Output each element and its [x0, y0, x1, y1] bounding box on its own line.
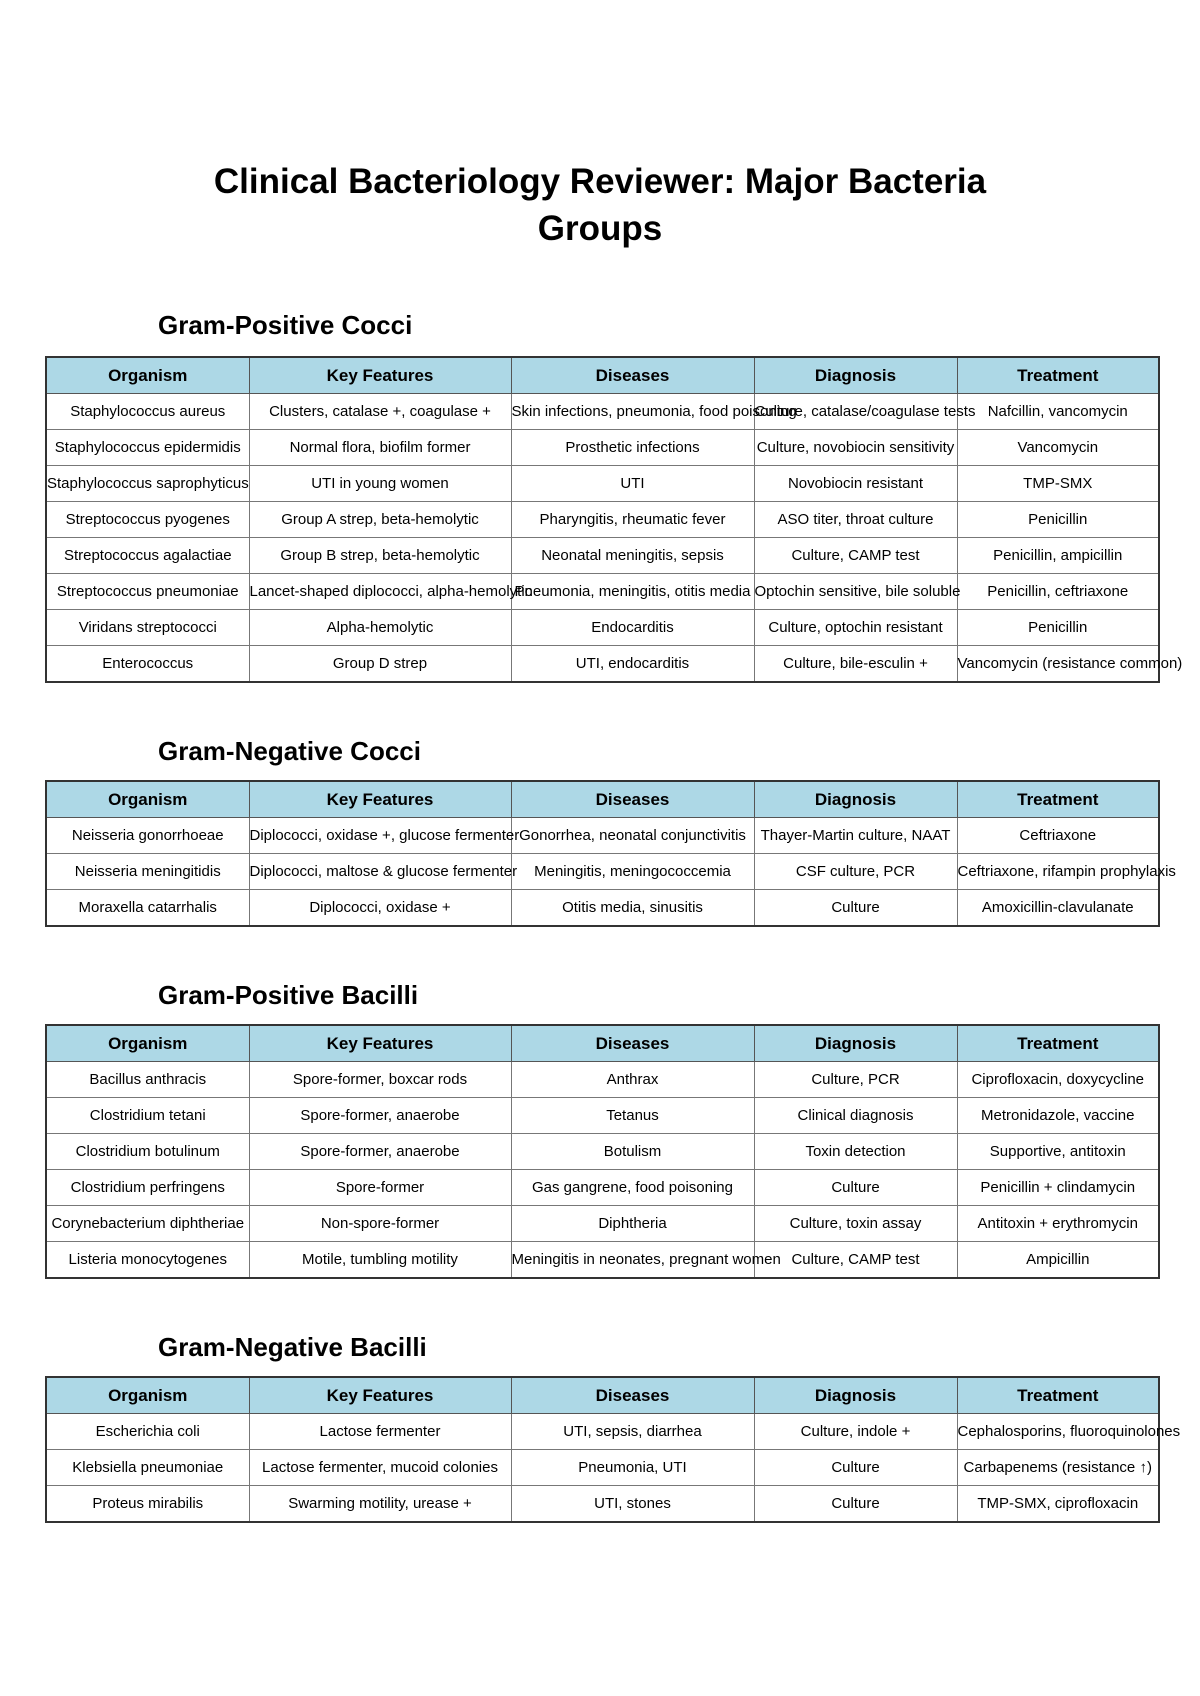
cell-key-features: Lactose fermenter, mucoid colonies [249, 1450, 511, 1486]
cell-diagnosis: Culture [754, 1486, 957, 1523]
cell-treatment: Ciprofloxacin, doxycycline [957, 1062, 1159, 1098]
cell-organism: Corynebacterium diphtheriae [46, 1206, 249, 1242]
column-header-organism: Organism [46, 1025, 249, 1062]
cell-diseases: Tetanus [511, 1098, 754, 1134]
cell-key-features: Group B strep, beta-hemolytic [249, 538, 511, 574]
cell-key-features: Spore-former, anaerobe [249, 1098, 511, 1134]
cell-treatment: Ampicillin [957, 1242, 1159, 1279]
cell-key-features: Group A strep, beta-hemolytic [249, 502, 511, 538]
cell-diseases: UTI, endocarditis [511, 646, 754, 683]
cell-diagnosis: Culture, optochin resistant [754, 610, 957, 646]
cell-key-features: Spore-former, anaerobe [249, 1134, 511, 1170]
cell-diagnosis: ASO titer, throat culture [754, 502, 957, 538]
cell-key-features: UTI in young women [249, 466, 511, 502]
cell-diagnosis: Culture, CAMP test [754, 538, 957, 574]
cell-diagnosis: Optochin sensitive, bile soluble [754, 574, 957, 610]
table-row [46, 854, 1159, 890]
cell-diseases: Pharyngitis, rheumatic fever [511, 502, 754, 538]
cell-organism: Listeria monocytogenes [46, 1242, 249, 1279]
column-header-key-features: Key Features [249, 781, 511, 818]
column-header-key-features: Key Features [249, 1377, 511, 1414]
cell-organism: Proteus mirabilis [46, 1486, 249, 1523]
cell-diagnosis: Culture, bile-esculin + [754, 646, 957, 683]
cell-treatment: Vancomycin (resistance common) [957, 646, 1159, 683]
table-row [46, 574, 1159, 610]
cell-key-features: Spore-former [249, 1170, 511, 1206]
table-header-row [46, 357, 1159, 394]
cell-key-features: Motile, tumbling motility [249, 1242, 511, 1279]
cell-diagnosis: Thayer-Martin culture, NAAT [754, 818, 957, 854]
cell-diagnosis: Culture, toxin assay [754, 1206, 957, 1242]
table-row [46, 1206, 1159, 1242]
cell-treatment: Penicillin, ampicillin [957, 538, 1159, 574]
page-title: Clinical Bacteriology Reviewer: Major Bacteria Groups [213, 162, 987, 248]
cell-diseases: Pneumonia, meningitis, otitis media [511, 574, 754, 610]
table-row [46, 818, 1159, 854]
cell-treatment: Ceftriaxone, rifampin prophylaxis [957, 854, 1159, 890]
table-gram-negative-bacilli [45, 1376, 1181, 1523]
cell-diagnosis: Culture, novobiocin sensitivity [754, 430, 957, 466]
table-gram-negative-cocci [45, 780, 1176, 927]
cell-key-features: Group D strep [249, 646, 511, 683]
table-row [46, 1414, 1159, 1450]
cell-diseases: Gas gangrene, food poisoning [511, 1170, 754, 1206]
table-row [46, 538, 1159, 574]
cell-key-features: Clusters, catalase +, coagulase + [249, 394, 511, 430]
cell-organism: Neisseria meningitidis [46, 854, 249, 890]
cell-key-features: Diplococci, oxidase +, glucose fermenter [249, 818, 511, 854]
cell-treatment: Ceftriaxone [957, 818, 1159, 854]
column-header-diagnosis: Diagnosis [754, 1025, 957, 1062]
cell-organism: Staphylococcus aureus [46, 394, 249, 430]
cell-organism: Streptococcus pneumoniae [46, 574, 249, 610]
cell-organism: Moraxella catarrhalis [46, 890, 249, 927]
cell-treatment: Penicillin [957, 610, 1159, 646]
cell-diagnosis: Clinical diagnosis [754, 1098, 957, 1134]
column-header-organism: Organism [46, 357, 249, 394]
cell-diseases: Endocarditis [511, 610, 754, 646]
column-header-key-features: Key Features [249, 357, 511, 394]
table-header-row [46, 1377, 1159, 1414]
cell-organism: Clostridium botulinum [46, 1134, 249, 1170]
table-row [46, 890, 1159, 927]
cell-treatment: Penicillin [957, 502, 1159, 538]
cell-diseases: UTI, sepsis, diarrhea [511, 1414, 754, 1450]
table-row [46, 610, 1159, 646]
cell-treatment: Penicillin + clindamycin [957, 1170, 1159, 1206]
cell-diseases: Meningitis in neonates, pregnant women [511, 1242, 754, 1279]
cell-diseases: Pneumonia, UTI [511, 1450, 754, 1486]
cell-diagnosis: Culture [754, 1170, 957, 1206]
cell-treatment: Nafcillin, vancomycin [957, 394, 1159, 430]
column-header-diseases: Diseases [511, 1377, 754, 1414]
cell-diagnosis: Novobiocin resistant [754, 466, 957, 502]
cell-diseases: Gonorrhea, neonatal conjunctivitis [511, 818, 754, 854]
section-heading-gram-positive-cocci: Gram-Positive Cocci [158, 310, 413, 340]
table-header-row [46, 781, 1159, 818]
section-heading-gram-negative-bacilli: Gram-Negative Bacilli [158, 1332, 427, 1362]
table-gram-positive-cocci [45, 356, 1183, 683]
cell-organism: Bacillus anthracis [46, 1062, 249, 1098]
column-header-diseases: Diseases [511, 1025, 754, 1062]
cell-treatment: TMP-SMX, ciprofloxacin [957, 1486, 1159, 1523]
cell-diagnosis: Culture, indole + [754, 1414, 957, 1450]
cell-diseases: Prosthetic infections [511, 430, 754, 466]
cell-key-features: Lancet-shaped diplococci, alpha-hemolytic [249, 574, 511, 610]
column-header-diagnosis: Diagnosis [754, 781, 957, 818]
cell-diseases: Skin infections, pneumonia, food poisoning [511, 394, 754, 430]
cell-diseases: Neonatal meningitis, sepsis [511, 538, 754, 574]
table-row [46, 646, 1159, 683]
cell-treatment: Cephalosporins, fluoroquinolones [957, 1414, 1159, 1450]
cell-treatment: Antitoxin + erythromycin [957, 1206, 1159, 1242]
section-heading-gram-negative-cocci: Gram-Negative Cocci [158, 736, 421, 766]
cell-key-features: Non-spore-former [249, 1206, 511, 1242]
cell-diseases: Anthrax [511, 1062, 754, 1098]
cell-diagnosis: Culture, PCR [754, 1062, 957, 1098]
column-header-diagnosis: Diagnosis [754, 1377, 957, 1414]
cell-treatment: Amoxicillin-clavulanate [957, 890, 1159, 927]
cell-diagnosis: CSF culture, PCR [754, 854, 957, 890]
cell-diagnosis: Culture, CAMP test [754, 1242, 957, 1279]
cell-treatment: Metronidazole, vaccine [957, 1098, 1159, 1134]
cell-organism: Viridans streptococci [46, 610, 249, 646]
column-header-organism: Organism [46, 1377, 249, 1414]
cell-diseases: Diphtheria [511, 1206, 754, 1242]
column-header-diagnosis: Diagnosis [754, 357, 957, 394]
table-row [46, 1098, 1159, 1134]
cell-treatment: Penicillin, ceftriaxone [957, 574, 1159, 610]
table-header-row [46, 1025, 1159, 1062]
column-header-diseases: Diseases [511, 357, 754, 394]
table-row [46, 466, 1159, 502]
cell-key-features: Diplococci, maltose & glucose fermenter [249, 854, 511, 890]
column-header-organism: Organism [46, 781, 249, 818]
column-header-key-features: Key Features [249, 1025, 511, 1062]
cell-diagnosis: Culture, catalase/coagulase tests [754, 394, 957, 430]
cell-diseases: Otitis media, sinusitis [511, 890, 754, 927]
table-row [46, 1486, 1159, 1523]
cell-diagnosis: Toxin detection [754, 1134, 957, 1170]
cell-organism: Staphylococcus epidermidis [46, 430, 249, 466]
cell-key-features: Normal flora, biofilm former [249, 430, 511, 466]
cell-diseases: UTI, stones [511, 1486, 754, 1523]
table-row [46, 502, 1159, 538]
cell-key-features: Swarming motility, urease + [249, 1486, 511, 1523]
cell-organism: Escherichia coli [46, 1414, 249, 1450]
table-row [46, 1242, 1159, 1279]
table-gram-positive-bacilli [45, 1024, 1160, 1279]
cell-organism: Klebsiella pneumoniae [46, 1450, 249, 1486]
column-header-treatment: Treatment [957, 1377, 1159, 1414]
cell-organism: Streptococcus agalactiae [46, 538, 249, 574]
cell-diagnosis: Culture [754, 1450, 957, 1486]
table-row [46, 1134, 1159, 1170]
cell-diagnosis: Culture [754, 890, 957, 927]
cell-organism: Clostridium perfringens [46, 1170, 249, 1206]
table-row [46, 430, 1159, 466]
table-row [46, 394, 1159, 430]
cell-key-features: Lactose fermenter [249, 1414, 511, 1450]
cell-key-features: Alpha-hemolytic [249, 610, 511, 646]
cell-organism: Streptococcus pyogenes [46, 502, 249, 538]
cell-diseases: Meningitis, meningococcemia [511, 854, 754, 890]
cell-treatment: TMP-SMX [957, 466, 1159, 502]
cell-treatment: Supportive, antitoxin [957, 1134, 1159, 1170]
table-row [46, 1062, 1159, 1098]
cell-organism: Clostridium tetani [46, 1098, 249, 1134]
section-heading-gram-positive-bacilli: Gram-Positive Bacilli [158, 980, 419, 1010]
cell-treatment: Carbapenems (resistance ↑) [957, 1450, 1159, 1486]
cell-organism: Staphylococcus saprophyticus [46, 466, 249, 502]
column-header-treatment: Treatment [957, 781, 1159, 818]
cell-organism: Enterococcus [46, 646, 249, 683]
cell-organism: Neisseria gonorrhoeae [46, 818, 249, 854]
column-header-treatment: Treatment [957, 1025, 1159, 1062]
table-row [46, 1450, 1159, 1486]
cell-key-features: Spore-former, boxcar rods [249, 1062, 511, 1098]
cell-diseases: Botulism [511, 1134, 754, 1170]
table-row [46, 1170, 1159, 1206]
cell-treatment: Vancomycin [957, 430, 1159, 466]
column-header-treatment: Treatment [957, 357, 1159, 394]
cell-key-features: Diplococci, oxidase + [249, 890, 511, 927]
cell-diseases: UTI [511, 466, 754, 502]
column-header-diseases: Diseases [511, 781, 754, 818]
